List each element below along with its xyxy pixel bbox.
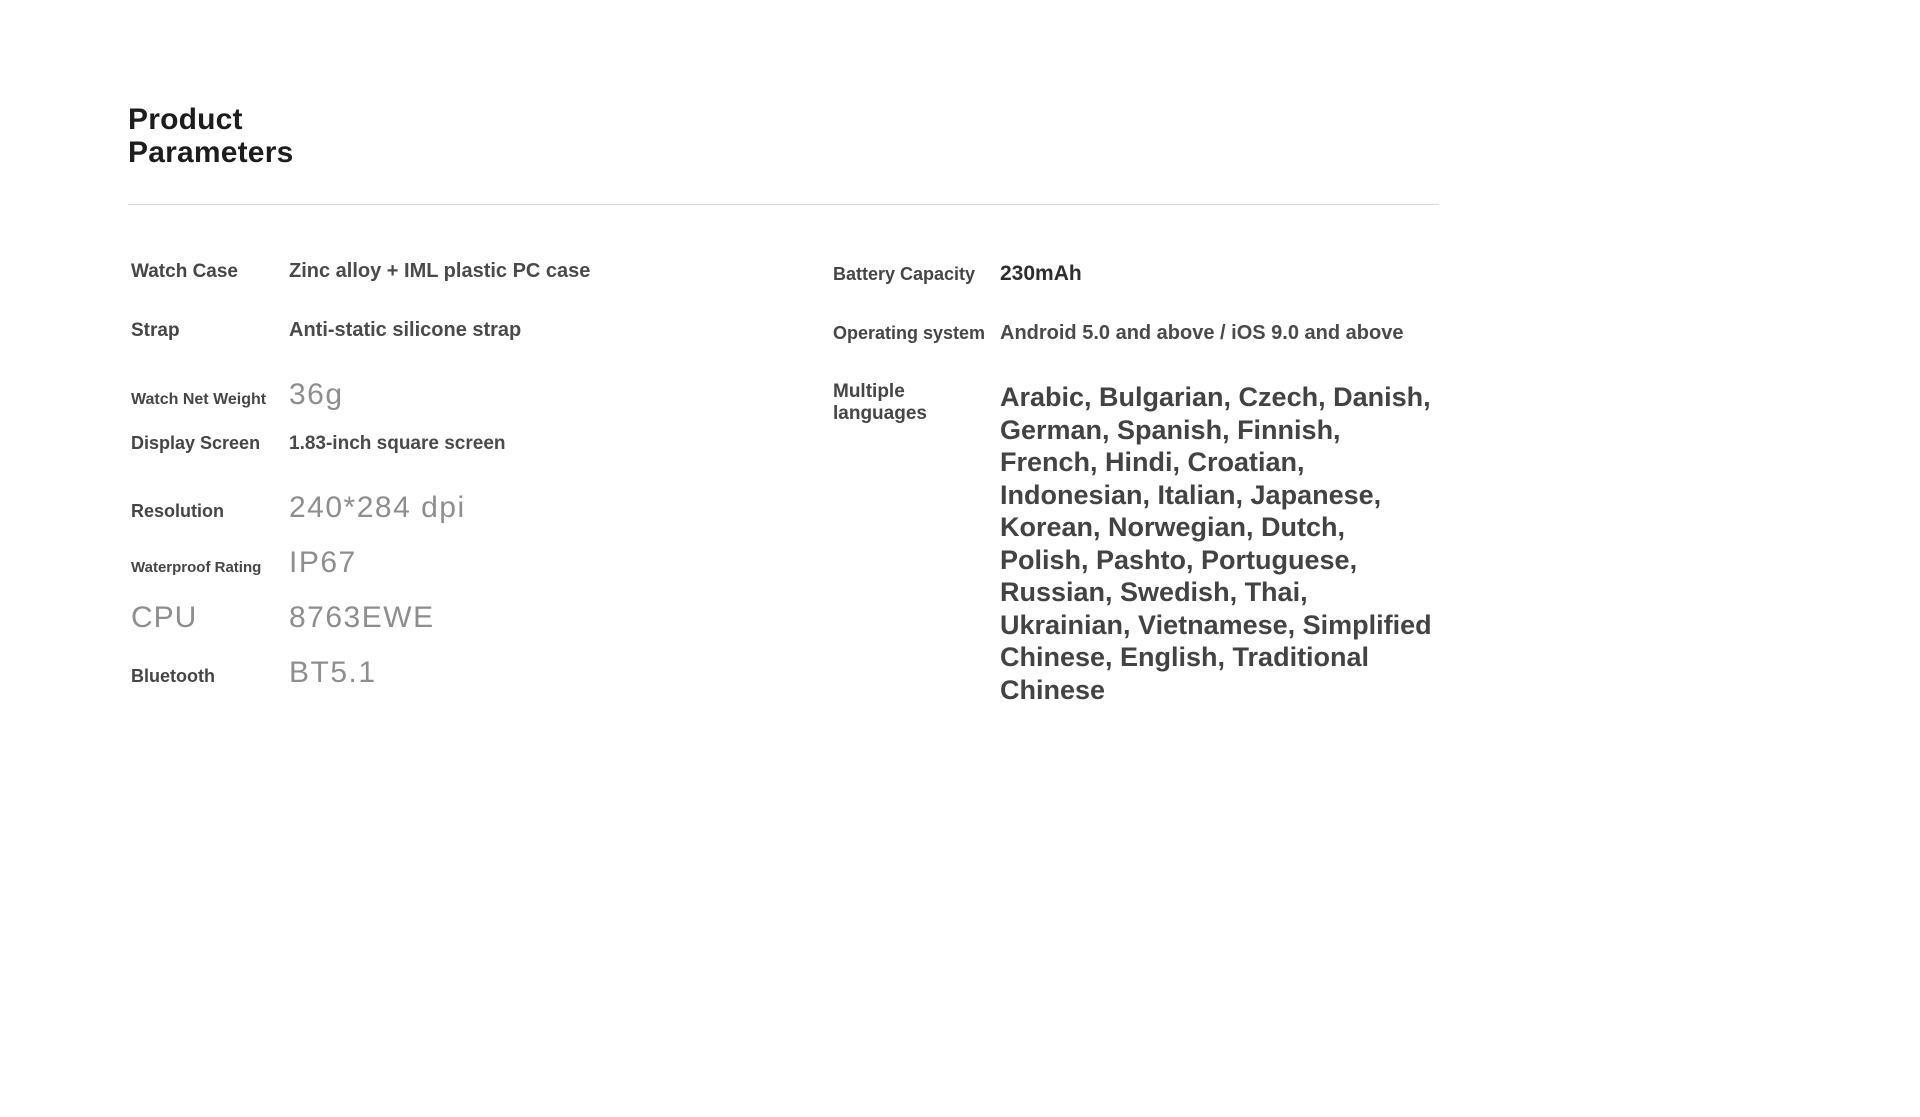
- spec-row: [131, 601, 711, 635]
- spec-label: Bluetooth: [131, 666, 215, 686]
- spec-label: Multiple languages: [833, 381, 927, 424]
- spec-row: [131, 433, 711, 455]
- spec-row: [131, 378, 711, 412]
- spec-value: 240*284 dpi: [289, 491, 466, 524]
- section-divider: [128, 204, 1439, 205]
- spec-row: [131, 656, 711, 690]
- spec-row: [131, 491, 711, 525]
- spec-row: [131, 546, 711, 580]
- spec-row: [131, 319, 711, 342]
- spec-value: BT5.1: [289, 656, 377, 689]
- spec-value: Arabic, Bulgarian, Czech, Danish, German, Spanish, Finnish, French, Hindi, Croatian, Indonesian, Italian, Japanese, Korean, Norwegian, Dutch, Polish, Pashto, Portuguese, Russian, Swedish, Thai, Ukrainian, Vietnamese, Simplified Chinese, English, Traditional Chinese: [1000, 382, 1432, 705]
- spec-label: Watch Net Weight: [131, 391, 267, 408]
- spec-value: 230mAh: [1000, 262, 1082, 285]
- spec-value: 36g: [289, 378, 344, 411]
- spec-value: Android 5.0 and above / iOS 9.0 and above: [1000, 322, 1404, 344]
- spec-column-left: [131, 260, 711, 711]
- spec-row: [833, 381, 1473, 706]
- spec-label: Resolution: [131, 501, 224, 521]
- spec-value: 8763EWE: [289, 601, 435, 634]
- spec-row: [833, 322, 1473, 345]
- spec-value: Zinc alloy + IML plastic PC case: [289, 260, 591, 282]
- spec-label: Display Screen: [131, 433, 261, 453]
- spec-label: Operating system: [833, 323, 986, 343]
- spec-row: [131, 260, 711, 283]
- spec-label: CPU: [131, 601, 198, 634]
- spec-label: Strap: [131, 320, 180, 341]
- spec-column-right: [833, 262, 1473, 742]
- section-title: Product Parameters: [128, 103, 294, 169]
- spec-value: 1.83-inch square screen: [289, 433, 506, 454]
- spec-value: Anti-static silicone strap: [289, 319, 522, 341]
- spec-row: [833, 262, 1473, 286]
- spec-label: Battery Capacity: [833, 264, 976, 284]
- spec-label: Watch Case: [131, 261, 238, 282]
- spec-value: IP67: [289, 546, 357, 579]
- spec-label: Waterproof Rating: [131, 559, 262, 576]
